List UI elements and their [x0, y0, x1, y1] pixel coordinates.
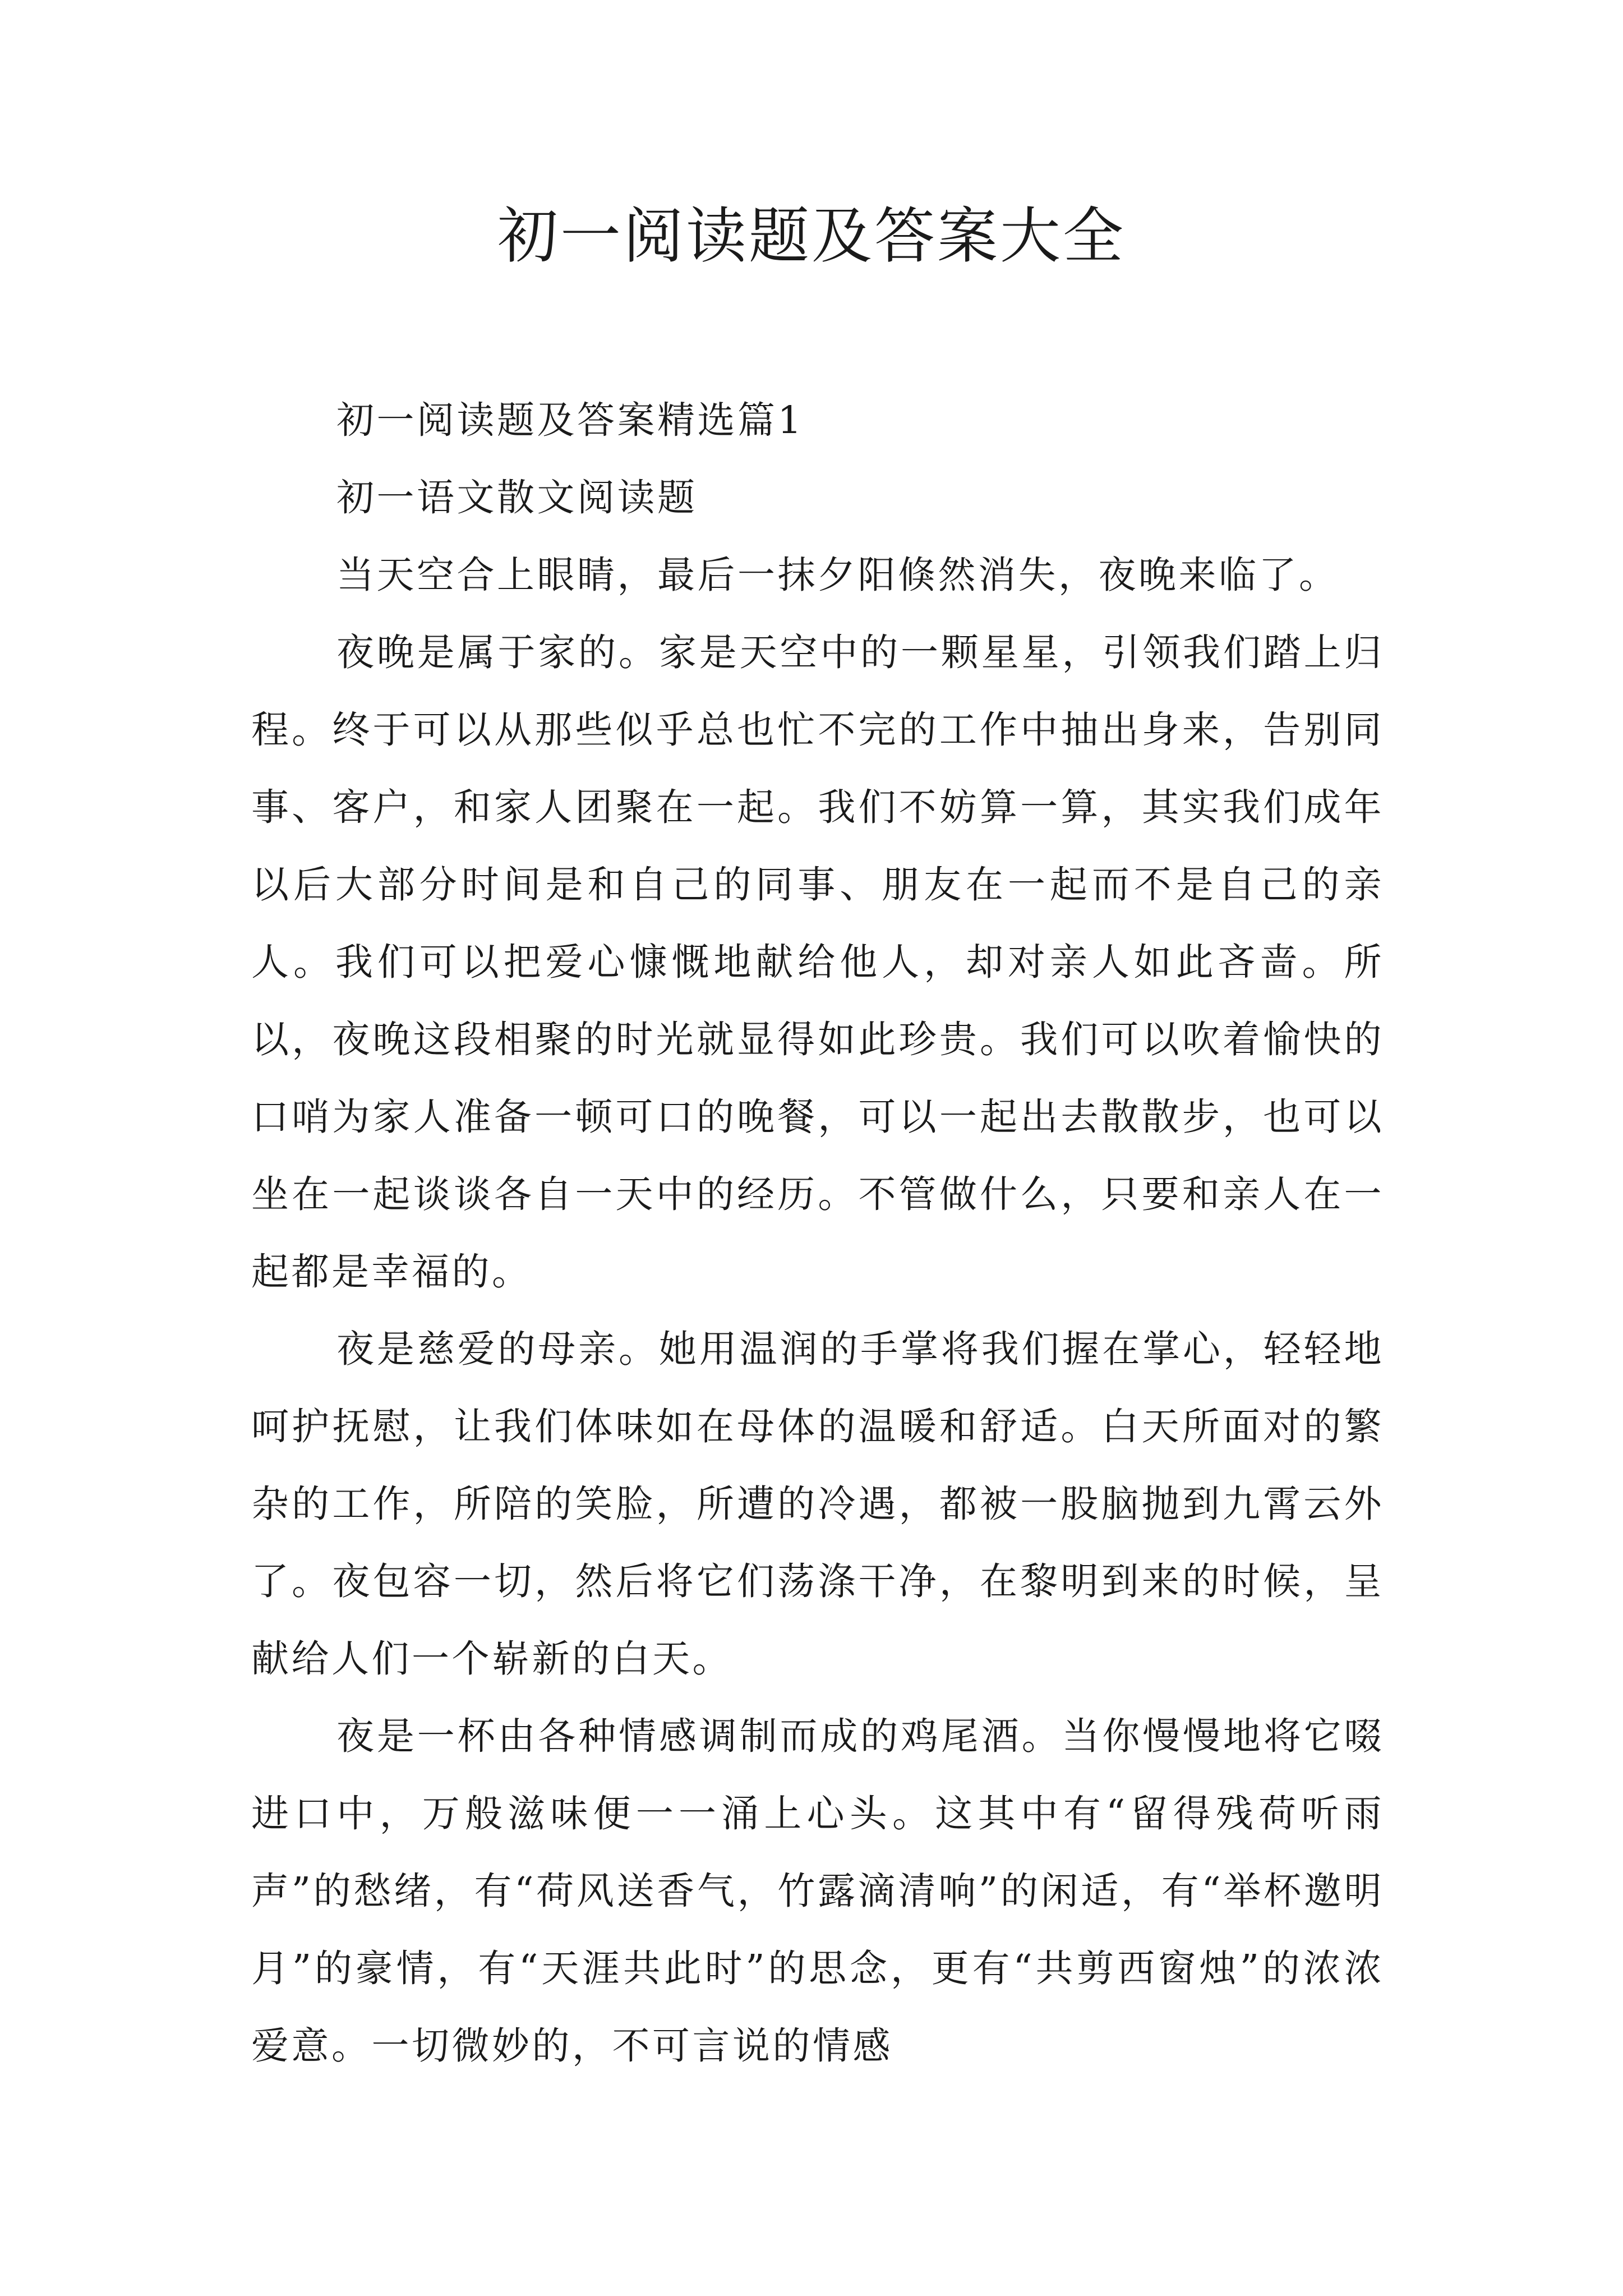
paragraph: 夜晚是属于家的。家是天空中的一颗星星，引领我们踏上归程。终于可以从那些似乎总也忙不完的工作中抽出身来，告别同事、客户，和家人团聚在一起。我们不妨算一算，其实我们成年以后大部分时间是和自己的同事、朋友在一起而不是自己的亲人。我们可以把爱心慷慨地献给他人，却对亲人如此吝啬。所以，夜晚这段相聚的时光就显得如此珍贵。我们可以吹着愉快的口哨为家人准备一顿可口的晚餐，可以一起出去散散步，也可以坐在一起谈谈各自一天中的经历。不管做什么，只要和亲人在一起都是幸福的。 [251, 631, 1384, 1294]
article-subtitle: 初一语文散文阅读题 [336, 476, 698, 519]
document-title: 初一阅读题及答案大全 [497, 201, 1126, 272]
paragraph: 夜是一杯由各种情感调制而成的鸡尾酒。当你慢慢地将它啜进口中，万般滋味便一一涌上心头。这其中有“留得残荷听雨声”的愁绪，有“荷风送香气，竹露滴清响”的闲适，有“举杯邀明月”的豪情，有“天涯共此时”的思念，更有“共剪西窗烛”的浓浓爱意。一切微妙的，不可言说的情感 [251, 1714, 1385, 2068]
section-heading: 初一阅读题及答案精选篇1 [336, 398, 804, 442]
document-body [251, 381, 1384, 2085]
paragraph: 夜是慈爱的母亲。她用温润的手掌将我们握在掌心，轻轻地呵护抚慰，让我们体味如在母体的温暖和舒适。白天所面对的繁杂的工作，所陪的笑脸，所遭的冷遇，都被一股脑抛到九霄云外了。夜包容一切，然后将它们荡涤干净，在黎明到来的时候，呈献给人们一个崭新的白天。 [251, 1327, 1384, 1681]
paragraph: 当天空合上眼睛，最后一抹夕阳倏然消失，夜晚来临了。 [336, 553, 1339, 597]
